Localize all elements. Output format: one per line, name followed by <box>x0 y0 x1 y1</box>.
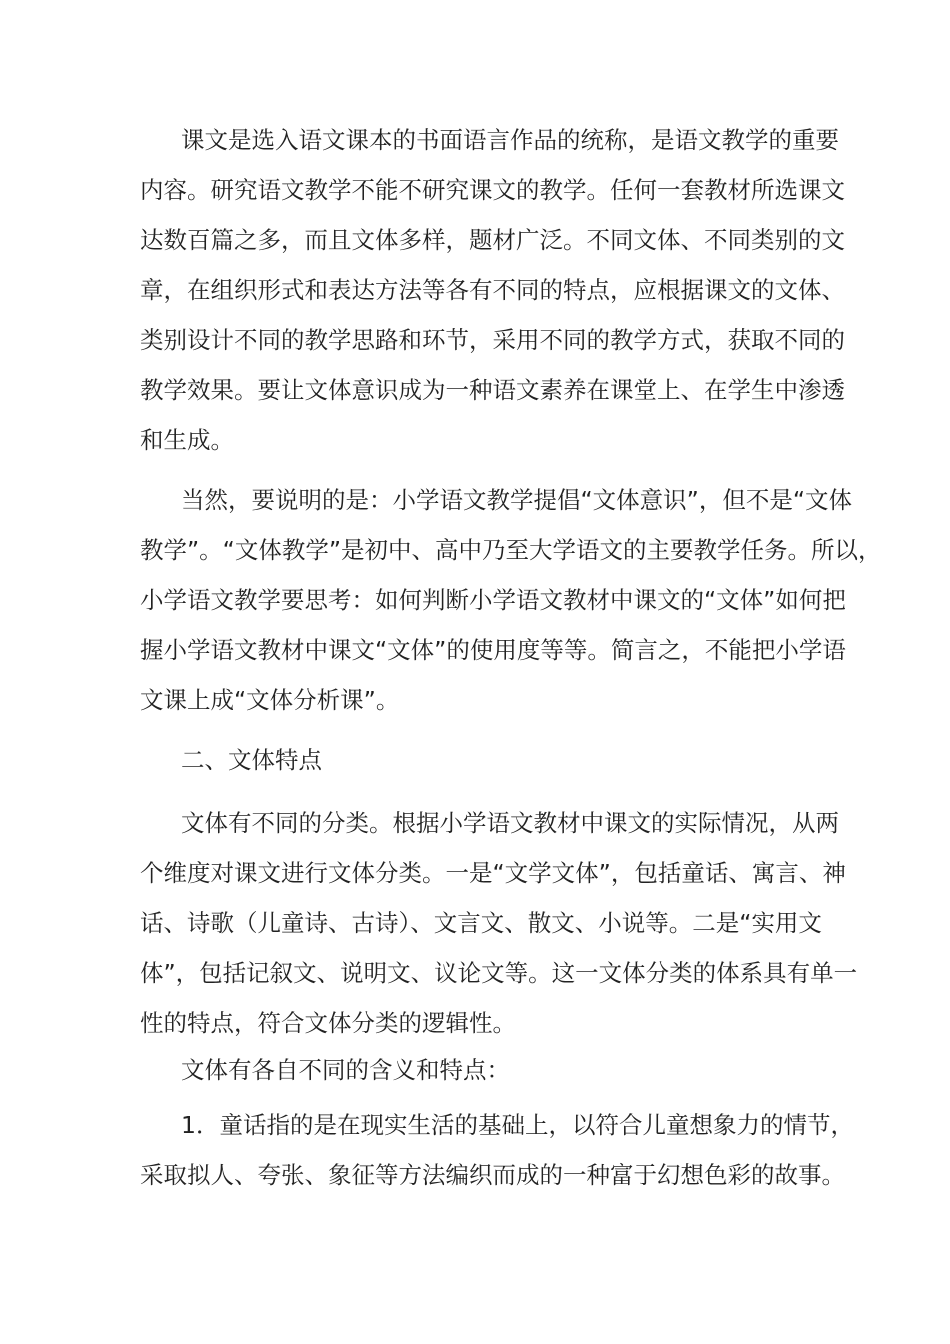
paragraph-2-line-2: 教学”。“文体教学”是初中、高中乃至大学语文的主要教学任务。所以， <box>140 536 882 564</box>
paragraph-1-line-5: 类别设计不同的教学思路和环节，采用不同的教学方式，获取不同的 <box>140 326 845 354</box>
paragraph-3-line-4: 体”，包括记叙文、说明文、议论文等。这一文体分类的体系具有单一 <box>140 959 858 987</box>
paragraph-4-line-1: 文体有各自不同的含义和特点： <box>181 1056 510 1084</box>
paragraph-3-line-1: 文体有不同的分类。根据小学语文教材中课文的实际情况，从两 <box>181 809 839 837</box>
paragraph-1-line-4: 章，在组织形式和表达方法等各有不同的特点，应根据课文的文体、 <box>140 276 845 304</box>
paragraph-3-line-5: 性的特点，符合文体分类的逻辑性。 <box>140 1009 516 1037</box>
section-heading: 二、文体特点 <box>181 746 322 774</box>
paragraph-2-line-3: 小学语文教学要思考：如何判断小学语文教材中课文的“文体”如何把 <box>140 586 846 614</box>
paragraph-3-line-3: 话、诗歌（儿童诗、古诗）、文言文、散文、小说等。二是“实用文 <box>140 909 822 937</box>
paragraph-1-line-7: 和生成。 <box>140 426 234 454</box>
paragraph-2-line-5: 文课上成“文体分析课”。 <box>140 686 400 714</box>
paragraph-5-line-1: 1．童话指的是在现实生活的基础上，以符合儿童想象力的情节， <box>181 1111 854 1139</box>
paragraph-1-line-6: 教学效果。要让文体意识成为一种语文素养在课堂上、在学生中渗透 <box>140 376 845 404</box>
paragraph-2-line-4: 握小学语文教材中课文“文体”的使用度等等。简言之，不能把小学语 <box>140 636 846 664</box>
paragraph-5-line-2: 采取拟人、夸张、象征等方法编织而成的一种富于幻想色彩的故事。 <box>140 1161 845 1189</box>
paragraph-1-line-2: 内容。研究语文教学不能不研究课文的教学。任何一套教材所选课文 <box>140 176 845 204</box>
paragraph-1-line-3: 达数百篇之多，而且文体多样，题材广泛。不同文体、不同类别的文 <box>140 226 845 254</box>
paragraph-1-line-1: 课文是选入语文课本的书面语言作品的统称，是语文教学的重要 <box>181 126 839 154</box>
paragraph-2-line-1: 当然，要说明的是：小学语文教学提倡“文体意识”，但不是“文体 <box>181 486 853 514</box>
paragraph-3-line-2: 个维度对课文进行文体分类。一是“文学文体”，包括童话、寓言、神 <box>140 859 846 887</box>
